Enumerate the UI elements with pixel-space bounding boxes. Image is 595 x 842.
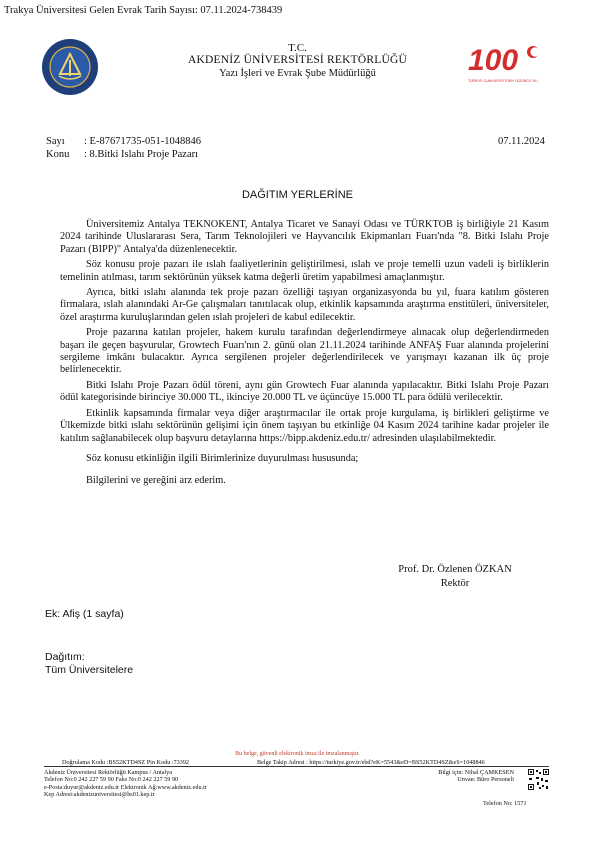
footer-extension: Telefon No: 1571 <box>483 800 527 807</box>
centennial-caption: TÜRKİYE CUMHURİYETİ'NİN YÜZÜNCÜ YILI <box>468 79 539 83</box>
qr-code <box>527 768 550 791</box>
footer-phone: Telefon No:0 242 227 59 90 Faks No:0 242 227 59 90 <box>44 776 179 784</box>
konu-value: : 8.Bitki Islahı Proje Pazarı <box>84 149 199 160</box>
signature-title: Rektör <box>440 578 470 589</box>
attachment: Ek: Afiş (1 sayfa) <box>45 608 124 620</box>
paragraph: Söz konusu proje pazarı ile ıslah faaliyetlerinin geliştirilmesi, ıslah ve proje temelli uzun vadeli iş birliklerin temelinin atılması, tarım sektörünün yüksek katma değerli üretim yapabilmesi amaçlanmıştır. <box>60 259 549 283</box>
sayi-label: Sayı <box>46 136 65 147</box>
header-tc: T.C. <box>288 42 307 54</box>
paragraph: Ayrıca, bitki ıslahı alanında tek proje pazarı özelliği taşıyan organizasyonda bu yıl, fuara katılım gösteren firmalara, ıslah alanındaki Ar-Ge çalışmaları tanıtılacak olup, etkinlik kapsamında araştırma enstitüleri, üniversiteler, özel araştırma kuruluşlarından gelen ıslah projeleri de kabul edilecektir. <box>60 287 549 323</box>
footer-address: Akdeniz Üniversitesi Rektörlüğü Kampus / Antalya <box>44 769 173 776</box>
header-department: Yazı İşleri ve Evrak Şube Müdürlüğü <box>219 68 376 79</box>
paragraph: Üniversitemiz Antalya TEKNOKENT, Antalya Ticaret ve Sanayi Odası ve TÜRKTOB iş birliğiyle 21 Kasım 2024 tarihinde Uluslararası Sera, Tarım Teknolojileri ve Hayvancılık Ekipmanları Fuarı'nda "8. Bitki Islahı Proje Pazarı (BIPP)" Antalya'da düzenlenecektir. <box>60 219 549 255</box>
distribution-block <box>45 651 133 676</box>
footer-role: Unvan: Büro Personeli <box>457 776 514 784</box>
letter-body <box>60 219 549 491</box>
footer-kep: Kep Adresi:akdenizuniversitesi@hs01.kep.tr <box>44 791 155 799</box>
paragraph: Etkinlik kapsamında firmalar veya diğer araştırmacılar ile ortak proje kurgulama, iş birlikleri geliştirme ve Ülkemizde bitki ıslahı sektörünün gelişimi için önem taşıyan bu etkinliğe 04 Kasım 2024 tarihine kadar projeler ile katılım sağlanabilecek olup başvuru detaylarına https://bipp.akdeniz.edu.tr/ adresinden ulaşılabilmektedir. <box>60 407 549 444</box>
konu-label: Konu <box>46 149 70 160</box>
e-signature-notice: Bu belge, güvenli elektronik imza ile imzalanmıştır. <box>235 751 360 757</box>
footer-info-person: Bilgi için: Nihal ÇAMKESEN <box>438 769 514 776</box>
incoming-document-stamp: Trakya Üniversitesi Gelen Evrak Tarih Sayısı: 07.11.2024-738439 <box>4 5 283 16</box>
distribution-title: DAĞITIM YERLERİNE <box>241 189 354 201</box>
distribution-value: Tüm Üniversitelere <box>45 663 134 676</box>
footer-divider <box>44 766 549 767</box>
paragraph: Söz konusu etkinliğin ilgili Birimlerinize duyurulması hususunda; <box>86 452 359 464</box>
sayi-value: : E-87671735-051-1048846 <box>84 136 201 147</box>
signature-name: Prof. Dr. Özlenen ÖZKAN <box>398 564 512 575</box>
header-institution: AKDENİZ ÜNİVERSİTESİ REKTÖRLÜĞÜ <box>188 54 407 66</box>
document-date: 07.11.2024 <box>498 136 545 147</box>
footer-email[interactable]: e-Posta:duyur@akdeniz.edu.tr Elektronik Ağ:www.akdeniz.edu.tr <box>44 783 207 791</box>
distribution-label: Dağıtım: <box>45 651 85 663</box>
paragraph: Proje pazarına katılan projeler, hakem kurulu tarafından değerlendirmeye alınacak olup değerlendirmeden başarı ile geçen başvurular, Growtech Fuarı'nın 2. günü olan 21.11.2024 tarihinde ANFAŞ Fuar alanında projelerini sergileme imkânı bulacaktır. Ayrıca sergilenen projeler değerlendirilecek ve yarışmayı kazanan ilk üç proje belirlenecektir. <box>60 327 549 376</box>
footer-contact <box>44 769 207 799</box>
verification-code: Doğrulama Kodu :BS52KTD4SZ Pin Kodu :73392 <box>62 759 190 766</box>
footer-contact-person <box>410 769 514 784</box>
tracking-link[interactable]: Belge Takip Adresi : https://turkiye.gov.tr/ebd?eK=5543&eD=BS52KTD4SZ&eS=1048846 <box>257 759 485 766</box>
centennial-number: 100 <box>468 44 519 77</box>
paragraph: Bitki Islahı Proje Pazarı ödül töreni, aynı gün Growtech Fuar alanında yapılacaktır. Bitki Islahı Proje Pazarı ödül kategorisinde birinciye 30.000 TL, ikinciye 20.000 TL ve üçüncüye 15.000 TL para ödülü verilecektir. <box>60 379 549 404</box>
greeting: Bilgilerini ve gereğini arz ederim. <box>86 475 226 487</box>
